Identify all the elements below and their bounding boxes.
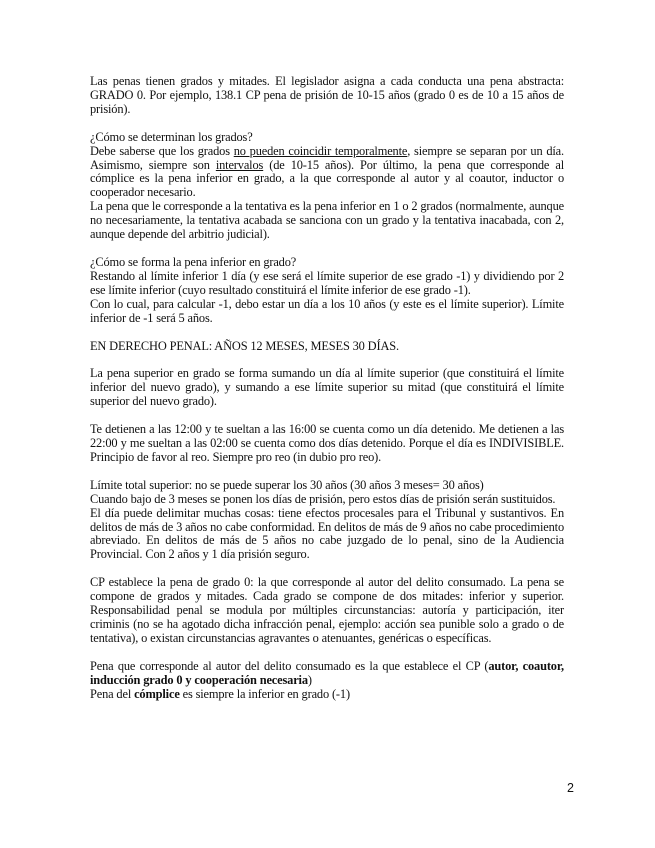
paragraph-tentativa: La pena que le corresponde a la tentativa es la pena inferior en 1 o 2 grados (normalmente, aunque no necesariamente, la tentativa acabada se sanciona con un grado y la tentativa inacabada, con 2, aunque depende del arbitrio judicial). <box>90 199 564 242</box>
text-run: es siempre la inferior en grado (-1) <box>179 686 350 701</box>
paragraph-autor <box>90 660 564 688</box>
paragraph-limite-total: Límite total superior: no se puede superar los 30 años (30 años 3 meses= 30 años) <box>90 477 484 492</box>
paragraph-efectos-dia: El día puede delimitar muchas cosas: tiene efectos procesales para el Tribunal y sustantivos. En delitos de más de 3 años no cabe conformidad. En delitos de más de 9 años no cabe procedimiento abreviado. En delitos de más de 5 años no cabe juzgado de lo penal, sino de la Audiencia Provincial. Con 2 años y 1 día prisión seguro. <box>90 505 565 562</box>
text-run: , siempre se separan por un día. Asimismo, siempre son <box>90 143 564 172</box>
bold-text: autor, coautor, inducción grado 0 y cooperación necesaria <box>90 658 565 687</box>
spacer <box>90 326 564 340</box>
underlined-text: no pueden coincidir temporalmente <box>233 143 408 158</box>
paragraph-restando: Restando al límite inferior 1 día (y ese será el límite superior de ese grado -1) y dividiendo por 2 ese límite inferior (cuyo resultado constituirá el límite inferior de ese grado -1). <box>90 268 564 297</box>
paragraph-dia-detenido: Te detienen a las 12:00 y te sueltan a las 16:00 se cuenta como un día detenido. Me detienen a las 22:00 y me sueltan a las 02:00 se cuenta como dos días detenido. Porque el día es INDIVISIBLE. Principio de favor al reo. Siempre pro reo (in dubio pro reo). <box>90 422 564 464</box>
text-run: Pena que corresponde al autor del delito consumado es la que establece el CP ( <box>90 658 489 673</box>
paragraph-tres-meses: Cuando bajo de 3 meses se ponen los días de prisión, pero estos días de prisión serán sustituidos. <box>90 491 556 506</box>
spacer <box>90 646 564 660</box>
underlined-text: intervalos <box>215 157 264 172</box>
page-body <box>90 75 564 702</box>
paragraph-grados-mitades: Las penas tienen grados y mitades. El legislador asigna a cada conducta una pena abstracta: GRADO 0. Por ejemplo, 138.1 CP pena de prisión de 10-15 años (grado 0 es de 10 a 15 años de prisión). <box>90 74 564 116</box>
paragraph-calcular: Con lo cual, para calcular -1, debo estar un día a los 10 años (y este es el límite superior). Límite inferior de -1 será 5 años. <box>90 296 564 325</box>
question-grados: ¿Cómo se determinan los grados? <box>90 129 253 144</box>
heading-derecho-penal: EN DERECHO PENAL: AÑOS 12 MESES, MESES 30 DÍAS. <box>90 338 399 353</box>
spacer <box>90 353 564 367</box>
spacer <box>90 117 564 131</box>
paragraph-pena-superior: La pena superior en grado se forma sumando un día al límite superior (que constituirá el límite inferior del nuevo grado), y sumando a ese límite superior su mitad (que constituirá el límite superior del nuevo grado). <box>90 366 564 409</box>
paragraph-grado-cero: CP establece la pena de grado 0: la que corresponde al autor del delito consumado. La pena se compone de grados y mitades. Cada grado se compone de dos mitades: inferior y superior. Responsabilidad penal se modula por múltiples circunstancias: autoría y participación, iter criminis (no se ha agotado dicha infracción penal, ejemplo: acción sea punible solo a grado o de tentativa), o existan circunstancias agravantes o atenuantes, genéricas o específicas. <box>90 575 564 645</box>
page-number: 2 <box>567 781 574 795</box>
question-pena-inferior: ¿Cómo se forma la pena inferior en grado? <box>90 254 297 269</box>
text-run: Pena del <box>90 686 135 701</box>
spacer <box>90 409 564 423</box>
text-run: Debe saberse que los grados <box>90 143 234 158</box>
bold-text: cómplice <box>134 686 180 701</box>
spacer <box>90 242 564 256</box>
spacer <box>90 562 564 576</box>
text-run: (de 10-15 años). Por último, la pena que corresponde al cómplice es la pena inferior en grado, a la que corresponde al autor y al coautor, inductor o cooperador necesario. <box>90 157 564 200</box>
spacer <box>90 465 564 479</box>
paragraph-grados-detalle <box>90 145 564 201</box>
paragraph-complice <box>90 688 564 702</box>
text-run: ) <box>307 672 312 687</box>
